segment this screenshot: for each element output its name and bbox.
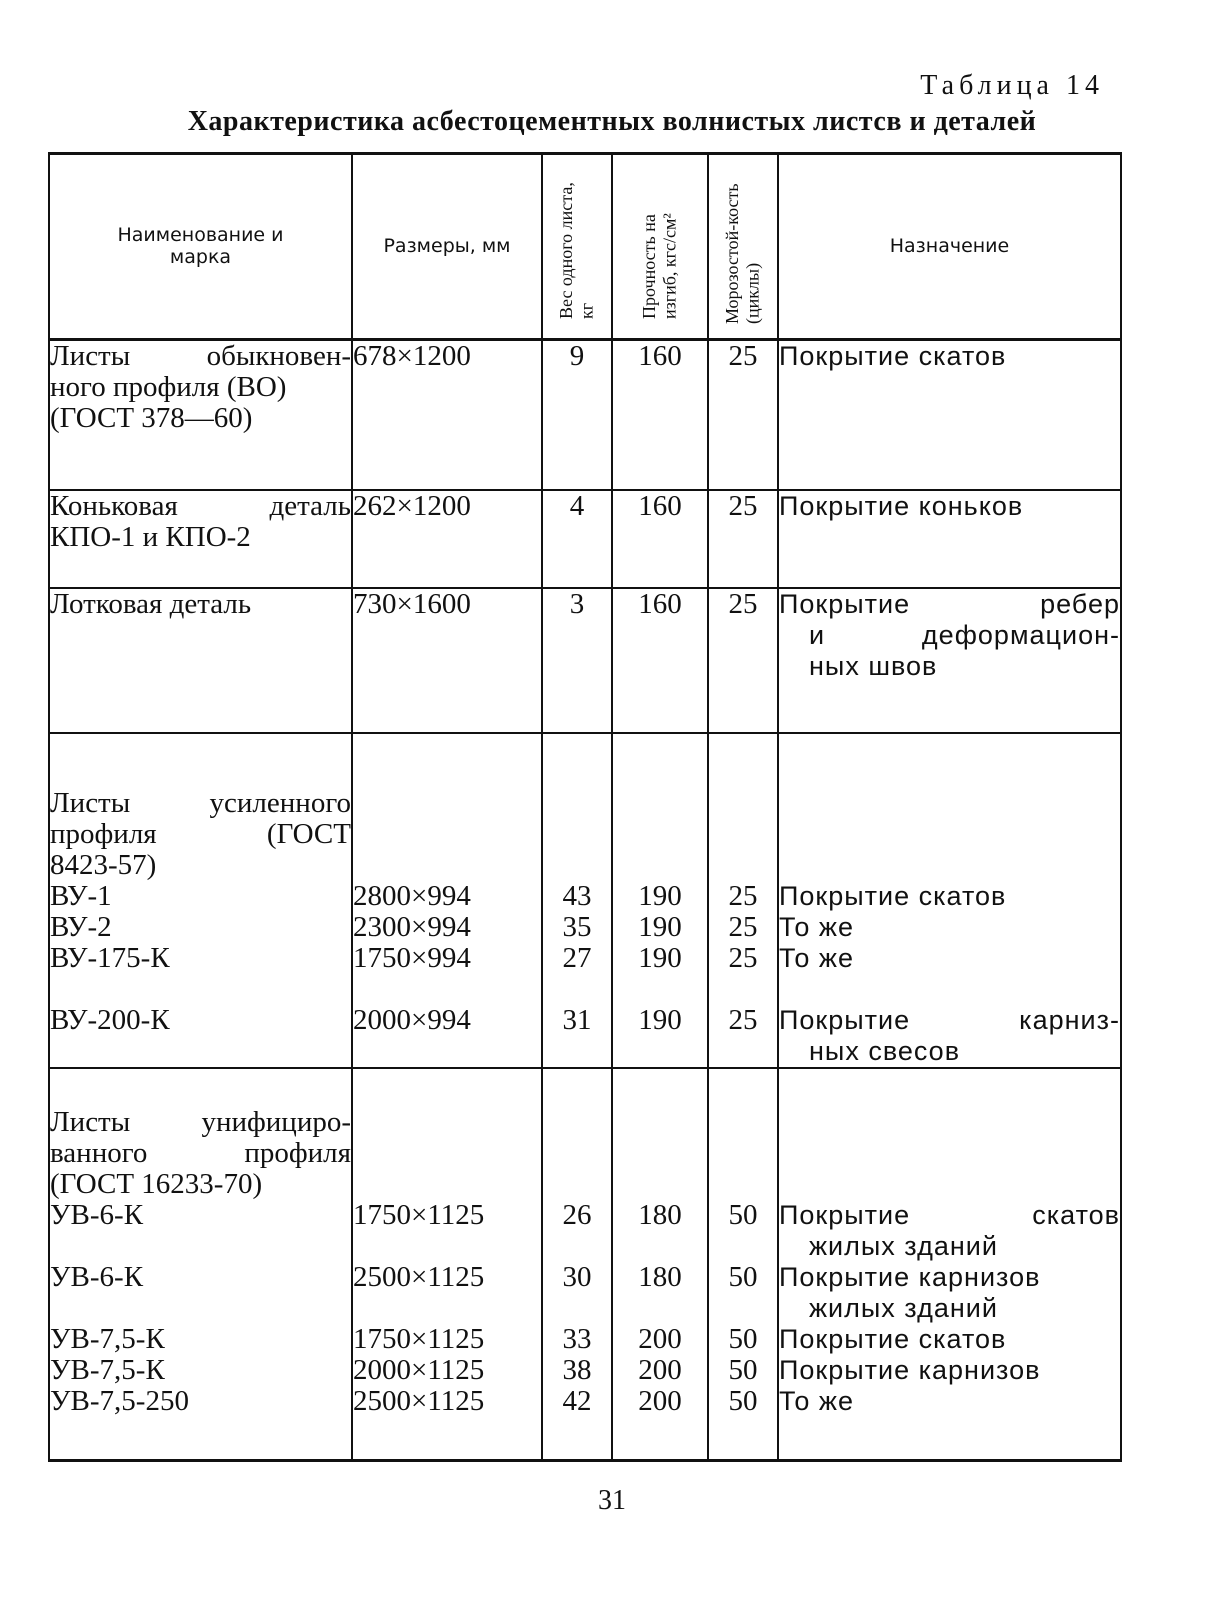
cell-strength: 190 190 190 190 bbox=[612, 733, 708, 1068]
cell-name: Коньковая деталь КПО-1 и КПО-2 bbox=[49, 490, 352, 588]
cell-name: Листы усиленного профиля (ГОСТ 8423-57) ВУ-1 ВУ-2 ВУ-175-К ВУ-200-К bbox=[49, 733, 352, 1068]
cell-strength: 180 180 200 200 200 bbox=[612, 1068, 708, 1461]
header-frost: Морозостой-кость (циклы) bbox=[708, 154, 778, 340]
cell-strength: 160 bbox=[612, 490, 708, 588]
table-row bbox=[49, 588, 1121, 733]
cell-purpose: Покрытие скатов То же То же Покрытие карниз- ных свесов bbox=[778, 733, 1121, 1068]
table-title: Характеристика асбестоцементных волнистых листсв и деталей bbox=[187, 106, 1037, 137]
table-row bbox=[49, 733, 1121, 1068]
table-row bbox=[49, 490, 1121, 588]
cell-size: 730×1600 bbox=[352, 588, 542, 733]
cell-weight: 43 35 27 31 bbox=[542, 733, 612, 1068]
cell-weight: 9 bbox=[542, 340, 612, 490]
header-strength: Прочность на изгиб, кгс/см² bbox=[612, 154, 708, 340]
header-weight: Вес одного листа, кг bbox=[542, 154, 612, 340]
cell-frost: 25 bbox=[708, 490, 778, 588]
cell-name: Лотковая деталь bbox=[49, 588, 352, 733]
header-purpose: Назначение bbox=[778, 154, 1121, 340]
cell-weight: 4 bbox=[542, 490, 612, 588]
table-row bbox=[49, 1068, 1121, 1461]
table-number: Таблица 14 bbox=[920, 70, 1104, 101]
table-row bbox=[49, 340, 1121, 490]
cell-frost: 50 50 50 50 50 bbox=[708, 1068, 778, 1461]
characteristics-table bbox=[48, 152, 1122, 1462]
cell-frost: 25 25 25 25 bbox=[708, 733, 778, 1068]
header-size: Размеры, мм bbox=[352, 154, 542, 340]
cell-weight: 3 bbox=[542, 588, 612, 733]
cell-strength: 160 bbox=[612, 588, 708, 733]
cell-name: Листы обыкновен- ного профиля (ВО) (ГОСТ 378—60) bbox=[49, 340, 352, 490]
cell-size: 2800×994 2300×994 1750×994 2000×994 bbox=[352, 733, 542, 1068]
page-number: 31 bbox=[598, 1485, 626, 1516]
cell-size: 678×1200 bbox=[352, 340, 542, 490]
cell-purpose: Покрытие скатов bbox=[778, 340, 1121, 490]
cell-purpose: Покрытие ребер и деформацион- ных швов bbox=[778, 588, 1121, 733]
cell-name: Листы унифициро- ванного профиля (ГОСТ 16233-70) УВ-6-К УВ-6-К УВ-7,5-К УВ-7,5-К УВ-7,5-250 bbox=[50, 1105, 351, 1417]
cell-strength: 160 bbox=[612, 340, 708, 490]
cell-size: 1750×1125 2500×1125 1750×1125 2000×1125 2500×1125 bbox=[352, 1068, 542, 1461]
header-row bbox=[49, 154, 1121, 340]
header-name: Наименование и марка bbox=[49, 154, 352, 340]
cell-weight: 26 30 33 38 42 bbox=[542, 1068, 612, 1461]
cell-purpose: Покрытие коньков bbox=[778, 490, 1121, 588]
cell-purpose: Покрытие скатов жилых зданий Покрытие карнизов жилых зданий Покрытие скатов Покрытие карнизов То же bbox=[778, 1068, 1121, 1461]
cell-frost: 25 bbox=[708, 588, 778, 733]
cell-frost: 25 bbox=[708, 340, 778, 490]
cell-size: 262×1200 bbox=[352, 490, 542, 588]
